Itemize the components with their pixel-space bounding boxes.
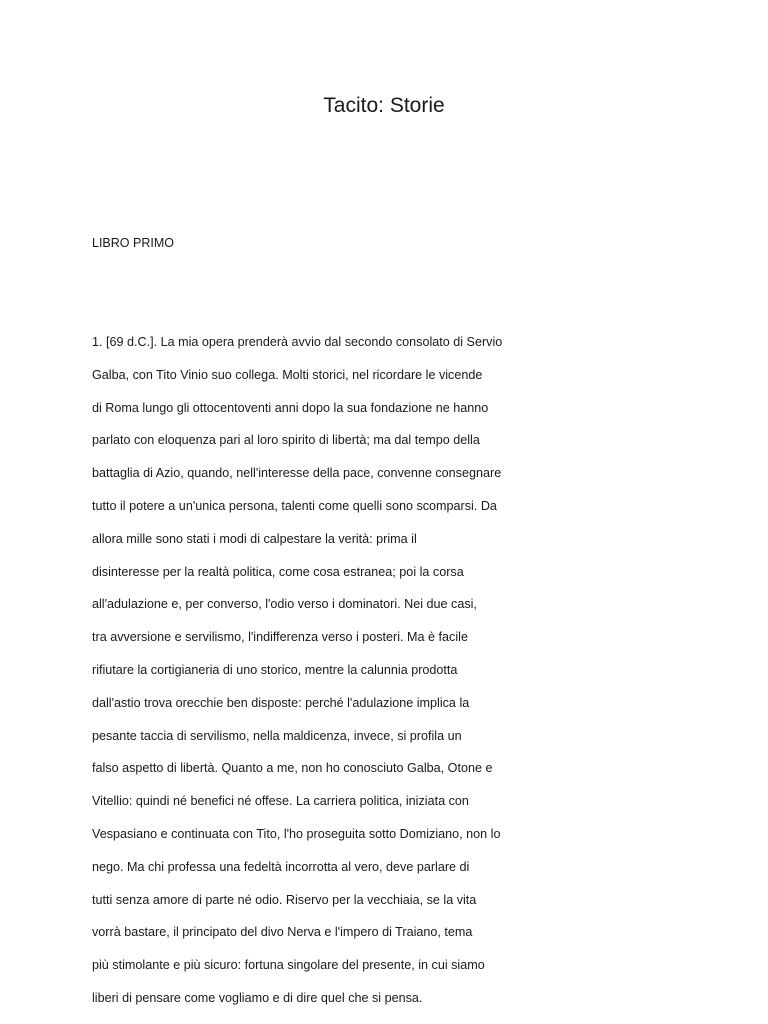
text-line: più stimolante e più sicuro: fortuna singolare del presente, in cui siamo bbox=[92, 958, 485, 973]
text-line: Vespasiano e continuata con Tito, l'ho proseguita sotto Domiziano, non lo bbox=[92, 826, 501, 841]
text-line: vorrà bastare, il principato del divo Nerva e l'impero di Traiano, tema bbox=[92, 925, 473, 940]
text-line: liberi di pensare come vogliamo e di dire quel che si pensa. bbox=[92, 990, 423, 1005]
document-title: Tacito: Storie bbox=[323, 94, 445, 117]
text-line: rifiutare la cortigianeria di uno storico, mentre la calunnia prodotta bbox=[92, 662, 458, 677]
text-line: tra avversione e servilismo, l'indifferenza verso i posteri. Ma è facile bbox=[92, 630, 468, 645]
body-text bbox=[92, 333, 532, 1022]
text-line: tutto il potere a un'unica persona, talenti come quelli sono scomparsi. Da bbox=[92, 498, 497, 513]
text-line: di Roma lungo gli ottocentoventi anni dopo la sua fondazione ne hanno bbox=[92, 400, 489, 415]
text-line: parlato con eloquenza pari al loro spirito di libertà; ma dal tempo della bbox=[92, 433, 480, 448]
text-line: disinteresse per la realtà politica, come cosa estranea; poi la corsa bbox=[92, 564, 464, 579]
text-line: Vitellio: quindi né benefici né offese. La carriera politica, iniziata con bbox=[92, 794, 469, 809]
text-line: Galba, con Tito Vinio suo collega. Molti storici, nel ricordare le vicende bbox=[92, 367, 483, 382]
text-line: nego. Ma chi professa una fedeltà incorrotta al vero, deve parlare di bbox=[92, 859, 470, 874]
text-line: allora mille sono stati i modi di calpestare la verità: prima il bbox=[92, 531, 417, 546]
text-line: 1. [69 d.C.]. La mia opera prenderà avvio dal secondo consolato di Servio bbox=[92, 335, 503, 349]
text-line: battaglia di Azio, quando, nell'interesse della pace, convenne consegnare bbox=[92, 466, 502, 481]
text-line: tutti senza amore di parte né odio. Riservo per la vecchiaia, se la vita bbox=[92, 892, 477, 907]
text-line: all'adulazione e, per converso, l'odio verso i dominatori. Nei due casi, bbox=[92, 597, 477, 612]
text-line: falso aspetto di libertà. Quanto a me, non ho conosciuto Galba, Otone e bbox=[92, 761, 493, 776]
section-heading: LIBRO PRIMO bbox=[92, 236, 174, 250]
text-line: pesante taccia di servilismo, nella maldicenza, invece, si profila un bbox=[92, 728, 462, 743]
text-line: dall'astio trova orecchie ben disposte: perché l'adulazione implica la bbox=[92, 695, 470, 710]
